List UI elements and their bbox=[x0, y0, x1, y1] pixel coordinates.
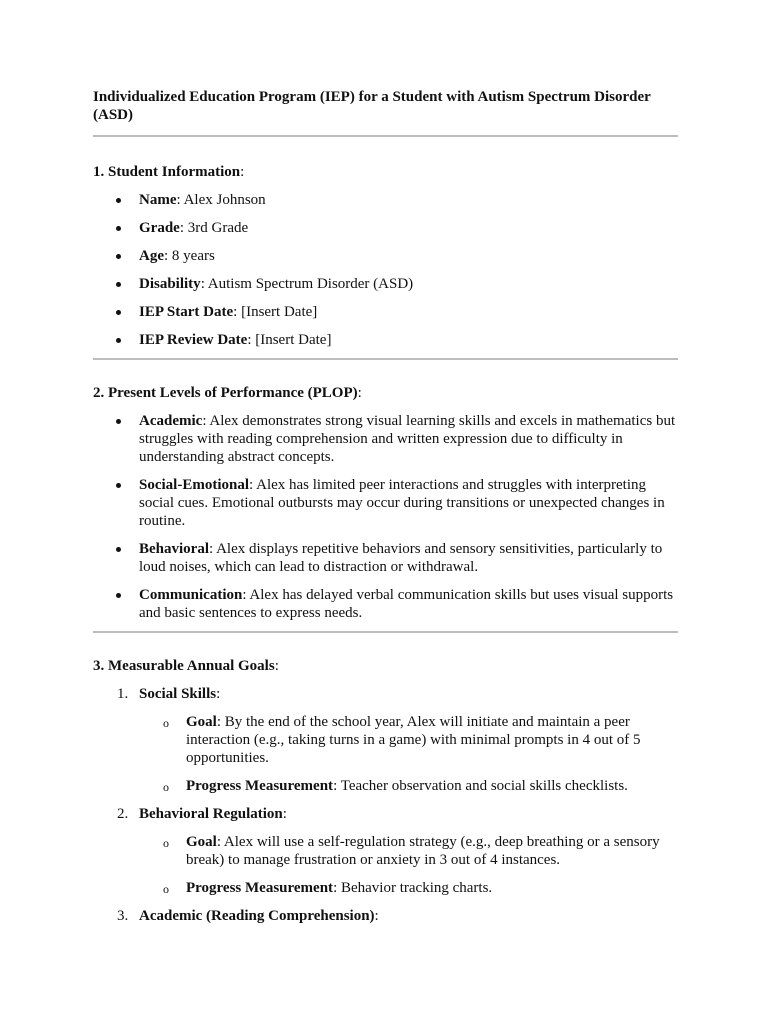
list-item: Social-Emotional: Alex has limited peer interactions and struggles with interpreting social cues. Emotional outbursts may occur during transitions or unexpected changes in routine. bbox=[93, 476, 678, 530]
list-item: o Progress Measurement: Teacher observation and social skills checklists. bbox=[163, 778, 628, 794]
bullet-icon bbox=[116, 338, 121, 343]
document-body bbox=[93, 88, 678, 925]
bullet-icon bbox=[116, 483, 121, 488]
circle-bullet-icon: o bbox=[163, 882, 169, 896]
plop-list bbox=[93, 412, 678, 622]
goal-item-social-skills: 1. Social Skills: o Goal: By the end of the school year, Alex will initiate and maintain a peer interaction (e.g., taking turns in a game) with minimal prompts in 4 out of 5 opportunities. o Progress Measurement: Teacher observation and social skills checklists. bbox=[93, 685, 678, 795]
list-item: IEP Start Date: [Insert Date] bbox=[93, 303, 678, 321]
bullet-icon bbox=[116, 419, 121, 424]
goal-sub-list bbox=[139, 833, 678, 897]
bullet-icon bbox=[116, 198, 121, 203]
list-item: IEP Review Date: [Insert Date] bbox=[93, 331, 678, 349]
list-item: Age: 8 years bbox=[93, 247, 678, 265]
goal-sub-list bbox=[139, 713, 678, 795]
circle-bullet-icon: o bbox=[163, 836, 169, 850]
section-heading-goals: 3. Measurable Annual Goals: bbox=[93, 658, 279, 674]
bullet-icon bbox=[116, 310, 121, 315]
list-item: Academic: Alex demonstrates strong visual learning skills and excels in mathematics but struggles with reading comprehension and written expression due to difficulty in understanding abstract concepts. bbox=[93, 412, 678, 466]
circle-bullet-icon: o bbox=[163, 716, 169, 730]
list-item: o Progress Measurement: Behavior tracking charts. bbox=[163, 880, 493, 896]
section-heading-student-info: 1. Student Information: bbox=[93, 164, 245, 180]
list-item: Behavioral: Alex displays repetitive behaviors and sensory sensitivities, particularly to loud noises, which can lead to distraction or withdrawal. bbox=[93, 540, 678, 576]
student-info-list bbox=[93, 191, 678, 349]
list-item: Name: Alex Johnson bbox=[93, 191, 678, 209]
list-item: Communication: Alex has delayed verbal communication skills but uses visual supports and basic sentences to express needs. bbox=[93, 586, 678, 622]
bullet-icon bbox=[116, 547, 121, 552]
bullet-icon bbox=[116, 593, 121, 598]
bullet-icon bbox=[116, 282, 121, 287]
goals-list bbox=[93, 685, 678, 925]
bullet-icon bbox=[116, 226, 121, 231]
goal-item-behavioral-regulation: 2. Behavioral Regulation: o Goal: Alex will use a self-regulation strategy (e.g., deep breathing or a sensory break) to manage frustration or anxiety in 3 out of 4 instances. o Progress Measurement: Behavior tracking charts. bbox=[93, 805, 678, 897]
section-heading-plop: 2. Present Levels of Performance (PLOP): bbox=[93, 385, 362, 401]
list-item: Grade: 3rd Grade bbox=[93, 219, 678, 237]
list-item: o Goal: Alex will use a self-regulation strategy (e.g., deep breathing or a sensory break) to manage frustration or anxiety in 3 out of 4 instances. bbox=[163, 834, 660, 868]
bullet-icon bbox=[116, 254, 121, 259]
circle-bullet-icon: o bbox=[163, 780, 169, 794]
list-item: Disability: Autism Spectrum Disorder (ASD) bbox=[93, 275, 678, 293]
goal-item-academic-reading: 3. Academic (Reading Comprehension): bbox=[117, 908, 379, 924]
document-title: Individualized Education Program (IEP) for a Student with Autism Spectrum Disorder (ASD) bbox=[93, 89, 651, 123]
list-item: o Goal: By the end of the school year, Alex will initiate and maintain a peer interaction (e.g., taking turns in a game) with minimal prompts in 4 out of 5 opportunities. bbox=[163, 714, 641, 766]
